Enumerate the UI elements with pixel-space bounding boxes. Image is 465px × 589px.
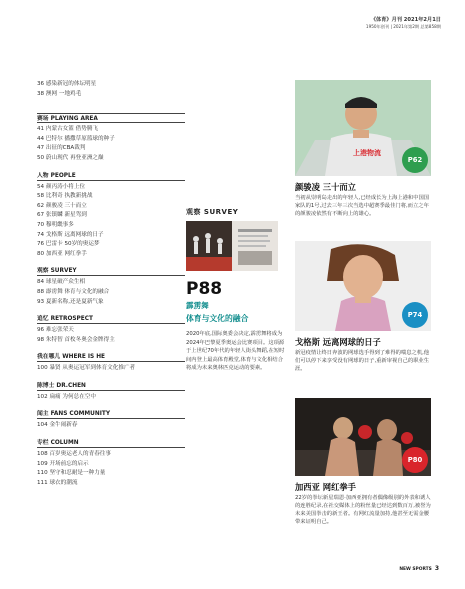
toc-item[interactable]: 58 比利奇 执教新挑战 — [37, 193, 93, 200]
story-description: 22岁的拳坛新星瑞恩·加西亚拥有者偶像级别的外表和诱人的连胜纪录,在社交媒体上的粉丝量已经达到数百万,被誉为未来美国拳击的新王者。有网红流量加持,他甚至无需金腰带来证明自己。 — [295, 495, 431, 525]
story-tennis — [295, 241, 431, 374]
toc-section-people — [37, 171, 185, 260]
goalkeeper-photo[interactable] — [295, 80, 431, 176]
toc-section-where-is-he — [37, 352, 185, 374]
toc-item[interactable]: 76 巴雷卡 50岁的奥运梦 — [37, 241, 100, 248]
section-heading: 专栏 COLUMN — [37, 438, 185, 448]
footer-brand: NEW SPORTS — [399, 567, 432, 572]
feature-title: 霹雳舞 — [186, 301, 209, 310]
toc-item[interactable]: 74 戈格斯 远离网球的日子 — [37, 231, 104, 238]
toc-item[interactable]: 93 夏新名称,还是夏新气象 — [37, 298, 104, 305]
toc-section-survey — [37, 266, 185, 307]
toc-item[interactable]: 88 霹雳舞 体育与文化的融合 — [37, 288, 110, 295]
toc-section-retrospect — [37, 314, 185, 345]
toc-section-dr-chen — [37, 381, 185, 403]
toc-item[interactable]: 84 球星破产众生相 — [37, 279, 86, 286]
section-heading: 我在哪儿 WHERE IS HE — [37, 352, 185, 362]
toc-item[interactable]: 110 坚守和忍耐是一种力量 — [37, 470, 106, 477]
toc-item[interactable]: 108 百岁奥运老人的青春往事 — [37, 451, 111, 458]
toc-item[interactable]: 50 蔚山现代 再登亚洲之巅 — [37, 154, 104, 161]
toc-section-fans-community — [37, 409, 185, 431]
toc-item[interactable]: 36 感染新冠的体坛明星 — [37, 81, 97, 87]
toc-item[interactable]: 62 颜骏凌 三十而立 — [37, 202, 87, 209]
toc-item[interactable]: 104 金牛闹新春 — [37, 422, 78, 429]
toc-item[interactable]: 100 暴贤 从奥运冠军到体育文化推广者 — [37, 365, 136, 372]
toc-item[interactable]: 47 出征的CBA裁判 — [37, 145, 86, 152]
story-goalkeeper — [295, 80, 431, 219]
story-description: 新冠疫情让终日奔波的网球选手得到了难得的喘息之机,他们可以停下来享受没有网球的日子,重新审视自己的职业生涯。 — [295, 350, 430, 372]
page-footer — [399, 565, 439, 572]
story-boxer — [295, 398, 431, 527]
section-heading: 闻主 FANS COMMUNITY — [37, 409, 185, 419]
feature-page-number: P88 — [186, 279, 223, 299]
toc-item[interactable]: 80 加西亚 网红拳手 — [37, 250, 87, 257]
section-heading: 追忆 RETROSPECT — [37, 314, 185, 324]
boxing-photo[interactable] — [295, 398, 431, 476]
story-description: 当初从崇明岛走出的年轻人,已经成长为上海上港和中国国家队的1号,过去三年三次当选中超赛季最佳门将,而立之年的颜骏凌依然有不断向上的雄心。 — [295, 195, 430, 217]
page-badge: P62 — [402, 147, 428, 173]
feature-survey — [186, 207, 286, 373]
toc-item[interactable]: 67 张镇麟 新星驾到 — [37, 212, 87, 219]
breakdance-photo[interactable] — [186, 221, 278, 271]
story-title: 颜骏凌 三十而立 — [295, 182, 356, 192]
feature-body: 2020年底,国际奥委会决定,霹雳舞将成为2024年巴黎夏季奥运会比赛项目。这项源于上世纪70年代的年轻人街头舞蹈,在短时间内登上最高体育殿堂,体育与文化相结合将成为未来奥林匹克运动的要素。 — [186, 331, 285, 372]
tennis-player-photo[interactable] — [295, 241, 431, 331]
section-heading: 赛场 PLAYING AREA — [37, 113, 185, 123]
jersey-sponsor: 上港物流 — [353, 149, 381, 157]
toc-section-playing-area — [37, 113, 185, 163]
toc-item[interactable]: 38 澳网 一地鸡毛 — [37, 90, 82, 97]
toc-item[interactable]: 111 球衣的潮流 — [37, 479, 78, 486]
section-heading: 陈博士 DR.CHEN — [37, 381, 185, 391]
toc-item[interactable]: 98 朱特智 首枚冬奥会金牌得主 — [37, 336, 115, 343]
section-heading: 观察 SURVEY — [37, 266, 185, 276]
story-title: 加西亚 网红拳手 — [295, 482, 356, 492]
table-of-contents — [37, 80, 185, 488]
toc-item[interactable]: 70 穆明畿事多 — [37, 221, 74, 228]
toc-item[interactable]: 96 难忘张荣天 — [37, 327, 74, 334]
toc-item[interactable]: 41 内蒙古女篮 借势腾飞 — [37, 126, 99, 133]
toc-item[interactable]: 102 扁痛 为何总在空中 — [37, 393, 96, 400]
toc-item[interactable]: 44 巴特尔 播撒草原篮球的种子 — [37, 135, 115, 142]
masthead — [366, 16, 441, 30]
page-badge: P74 — [402, 302, 428, 328]
story-title: 戈格斯 远离网球的日子 — [295, 337, 381, 347]
issue-number: 1950年创刊 | 2021年第2期 总第858期 — [365, 24, 441, 29]
page-number: 3 — [434, 565, 439, 572]
feature-section-label: 观察 SURVEY — [186, 208, 239, 216]
feature-subtitle: 体育与文化的融合 — [186, 314, 249, 323]
section-heading: 人物 PEOPLE — [37, 171, 185, 181]
page-badge: P80 — [402, 447, 428, 473]
toc-item[interactable]: 109 开场前忘的启示 — [37, 460, 89, 467]
issue-date: 《体育》月刊 2021年2月1日 — [370, 17, 441, 23]
toc-item[interactable]: 54 颜丙涛小将上位 — [37, 183, 86, 190]
toc-section-column — [37, 438, 185, 488]
